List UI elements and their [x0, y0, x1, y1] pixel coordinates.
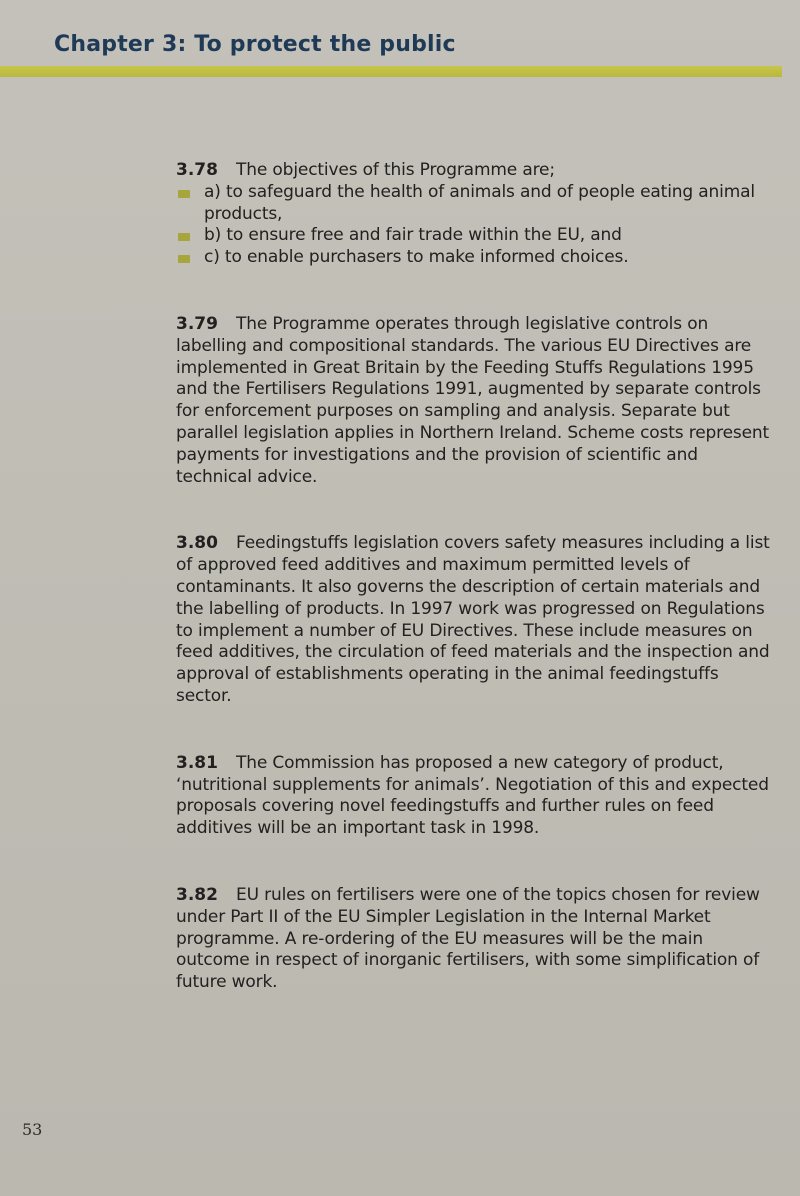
objectives-list — [176, 182, 776, 269]
paragraph-3-82 — [176, 885, 776, 994]
paragraph-number: 3.82 — [176, 884, 218, 905]
paragraph-number: 3.79 — [176, 313, 218, 334]
chapter-title: Chapter 3: To protect the public — [54, 32, 456, 57]
body-content — [176, 160, 776, 1039]
paragraph-number: 3.78 — [176, 160, 218, 180]
paragraph-number: 3.80 — [176, 533, 218, 554]
paragraph-text: The Programme operates through legislative controls on labelling and compositional standards. The various EU Directives are implemented in Great Britain by the Feeding Stuffs Regulations 1995 and the Fertilisers Regulations 1991, augmented by separate controls for enforcement purposes on sampling and analysis. Separate but parallel legislation applies in Northern Ireland. Scheme costs represent payments for investigations and the provision of scientific and technical advice. — [176, 313, 770, 487]
list-item-text: a) to safeguard the health of animals and of people eating animal products, — [204, 181, 756, 224]
title-rule — [0, 66, 782, 77]
page-number: 53 — [22, 1120, 43, 1139]
paragraph-text: The Commission has proposed a new category of product, ‘nutritional supplements for animals’. Negotiation of this and expected proposals covering novel feedingstuffs and further rules on feed additives will be an important task in 1998. — [176, 752, 769, 839]
square-bullet-icon — [178, 255, 190, 263]
list-item — [176, 182, 776, 226]
paragraph-text: EU rules on fertilisers were one of the topics chosen for review under Part II of the EU Simpler Legislation in the Internal Market programme. A re-ordering of the EU measures will be the main outcome in respect of inorganic fertilisers, with some simplification of future work. — [176, 884, 760, 993]
list-item-text: c) to enable purchasers to make informed choices. — [204, 247, 629, 268]
list-item — [176, 225, 776, 247]
paragraph-text: Feedingstuffs legislation covers safety measures including a list of approved feed additives and maximum permitted levels of contaminants. It also governs the description of certain materials and the labelling of products. In 1997 work was progressed on Regulations to implement a number of EU Directives. These include measures on feed additives, the circulation of feed materials and the inspection and approval of establishments operating in the animal feedingstuffs sector. — [176, 533, 770, 706]
paragraph-3-80 — [176, 533, 776, 707]
paragraph-number: 3.81 — [176, 752, 218, 773]
paragraph-3-81 — [176, 753, 776, 840]
square-bullet-icon — [178, 233, 190, 241]
paragraph-3-78 — [176, 160, 776, 269]
list-item — [176, 247, 776, 269]
list-item-text: b) to ensure free and fair trade within the EU, and — [204, 225, 622, 246]
paragraph-3-79 — [176, 314, 776, 488]
paragraph-text: The objectives of this Programme are; — [236, 160, 555, 180]
square-bullet-icon — [178, 190, 190, 198]
